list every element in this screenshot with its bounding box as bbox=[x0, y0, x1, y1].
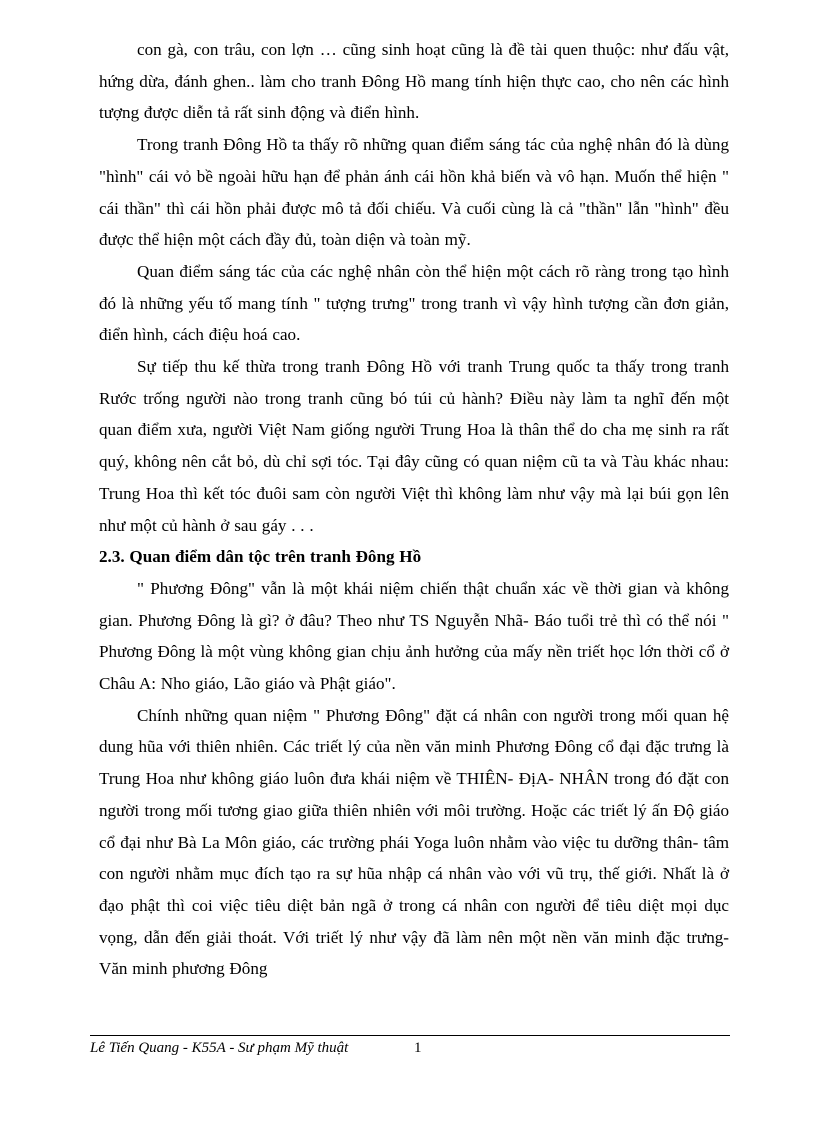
paragraph-1: con gà, con trâu, con lợn … cũng sinh hoạt cũng là đề tài quen thuộc: như đấu vật, hứng dừa, đánh ghen.. làm cho tranh Đông Hồ mang tính hiện thực cao, cho nên các hình tượng được diễn tả rất sinh động và điển hình. bbox=[99, 40, 729, 123]
footer-divider bbox=[90, 1035, 730, 1036]
paragraph-2: Trong tranh Đông Hồ ta thấy rõ những quan điểm sáng tác của nghệ nhân đó là dùng "hình" cái vỏ bề ngoài hữu hạn để phản ánh cái hồn khả biến và vô hạn. Muốn thể hiện " cái thần" thì cái hồn phải được mô tả đối chiếu. Và cuối cùng là cả "thần" lẫn "hình" đều được thể hiện một cách đầy đủ, toàn diện và toàn mỹ. bbox=[99, 135, 729, 250]
section-paragraph-1: " Phương Đông" vẫn là một khái niệm chiến thật chuẩn xác về thời gian và không gian. Phương Đông là gì? ở đâu? Theo như TS Nguyễn Nhã- Báo tuổi trẻ thì có thể nói " Phương Đông là một vùng không gian chịu ảnh hưởng của mấy nền triết học lớn thời cổ ở Châu A: Nho giáo, Lão giáo và Phật giáo". bbox=[99, 578, 729, 694]
paragraph-4: Sự tiếp thu kế thừa trong tranh Đông Hồ với tranh Trung quốc ta thấy trong tranh Rước trống người nào trong tranh cũng bó túi củ hành? Điều này làm ta nghĩ đến một quan điểm xưa, người Việt Nam giống người Trung Hoa là thân thể do cha mẹ sinh ra rất quý, không nên cắt bỏ, dù chỉ sợi tóc. Tại đây cũng có quan niệm cũ ta và Tàu khác nhau: Trung Hoa thì kết tóc đuôi sam còn người Việt thì không làm như vậy mà lại búi gọn lên như một củ hành ở sau gáy . . . bbox=[99, 357, 729, 535]
paragraph-3: Quan điểm sáng tác của các nghệ nhân còn thể hiện một cách rõ ràng trong tạo hình đó là những yếu tố mang tính " tượng trưng" trong tranh vì vậy hình tượng cần đơn giản, điển hình, cách điệu hoá cao. bbox=[99, 261, 729, 345]
footer-author: Lê Tiến Quang - K55A - Sư phạm Mỹ thuật bbox=[90, 1040, 349, 1056]
page-number: 1 bbox=[414, 1040, 422, 1056]
section-heading: 2.3. Quan điểm dân tộc trên tranh Đông Hồ bbox=[99, 547, 422, 567]
page-footer bbox=[90, 1037, 730, 1059]
section-paragraph-2: Chính những quan niệm " Phương Đông" đặt cá nhân con người trong mối quan hệ dung hũa với thiên nhiên. Các triết lý của nền văn minh Phương Đông cổ đại đặc trưng là Trung Hoa như không giáo luôn đưa khái niệm về THIÊN- ĐịA- NHÂN trong đó đặt con người trong mối tương giao giữa thiên nhiên với môi trường. Hoặc các triết lý ấn Độ giáo cổ đại như Bà La Môn giáo, các trường phái Yoga luôn nhằm vào việc tu dưỡng thân- tâm con người nhằm mục đích tạo ra sự hũa nhập cá nhân vào với vũ trụ, thế giới. Nhất là ở đạo phật thì coi việc tiêu diệt bản ngã ở trong cá nhân con người để tiêu diệt mọi dục vọng, dẫn đến giải thoát. Với triết lý như vậy đã làm nên một nền văn minh đặc trưng- Văn minh phương Đông bbox=[99, 705, 729, 979]
document-body bbox=[99, 34, 729, 985]
